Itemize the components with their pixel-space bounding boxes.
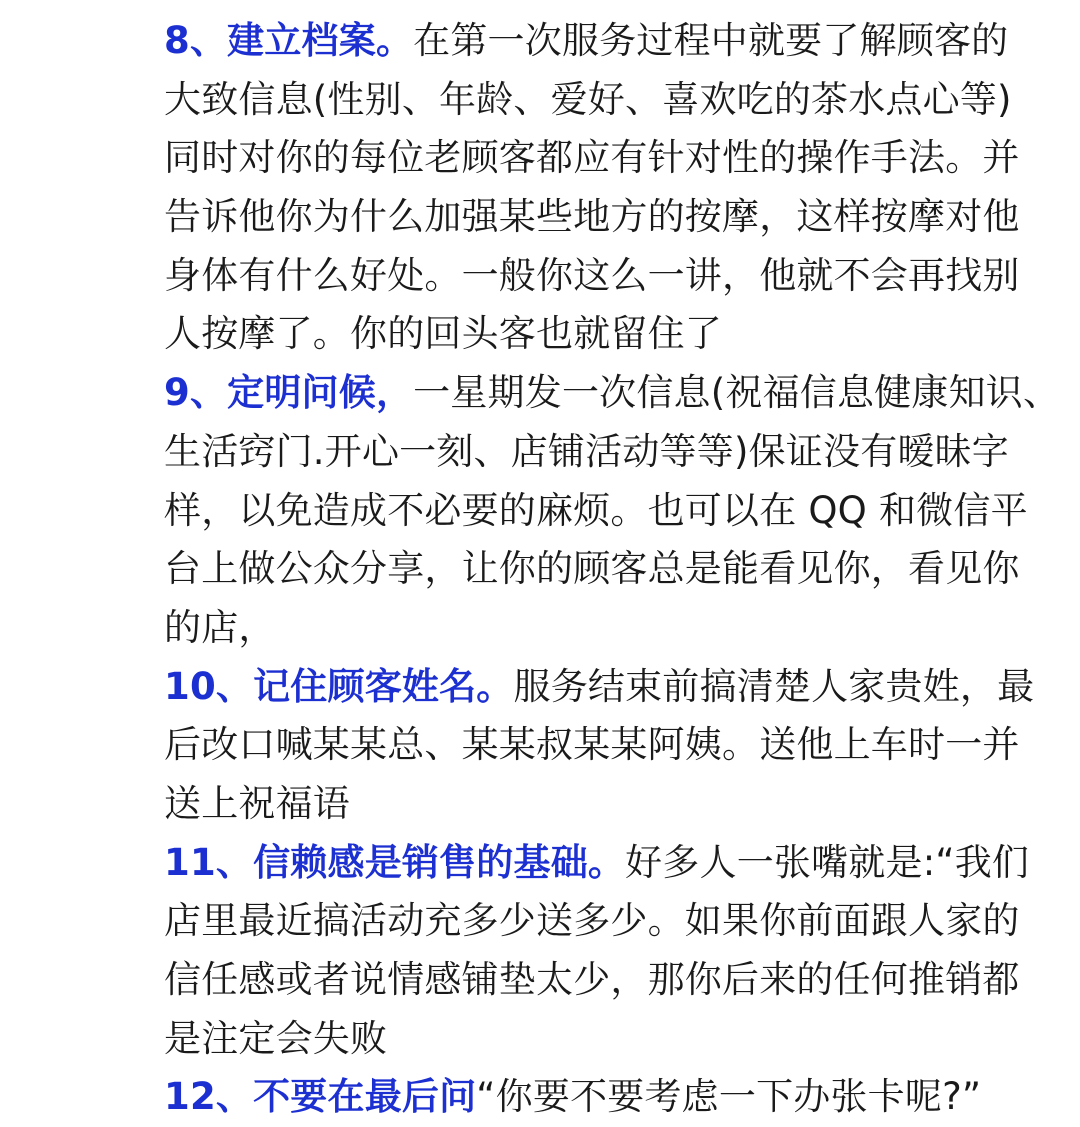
body-text: 店里最近搞活动充多少送多少。如果你前面跟人家的 — [164, 899, 1020, 943]
body-text: 服务结束前搞清楚人家贵姓，最 — [513, 664, 1035, 708]
text-line — [164, 12, 1009, 71]
body-text: 信任感或者说情感铺垫太少，那你后来的任何推销都 — [164, 958, 1020, 1001]
text-line — [164, 129, 1020, 188]
text-line — [164, 364, 1061, 423]
body-text: 是注定会失败 — [164, 1016, 388, 1060]
section-heading: 12、不要在最后问 — [164, 1075, 477, 1119]
text-line — [164, 71, 1012, 130]
text-line — [164, 1010, 924, 1069]
text-line — [164, 892, 1020, 951]
text-line — [164, 423, 1009, 482]
body-text: 告诉他你为什么加强某些地方的按摩，这样按摩对他 — [164, 195, 1020, 239]
body-text: 身体有什么好处。一般你这么一讲，他就不会再找别 — [164, 253, 1020, 297]
body-text: 在第一次服务过程中就要了解顾客的 — [413, 19, 1009, 62]
text-line — [164, 305, 924, 364]
document-body — [164, 12, 1061, 1127]
text-line — [164, 599, 924, 658]
body-text: 生活窍门.开心一刻、店铺活动等等)保证没有暧昧字 — [164, 429, 1009, 473]
body-text: 人按摩了。你的回头客也就留住了 — [164, 312, 722, 356]
text-line — [164, 951, 1020, 1010]
body-text: “你要不要考虑一下办张卡呢?” — [476, 1075, 982, 1119]
body-text: 大致信息(性别、年龄、爱好、喜欢吃的茶水点心等) — [164, 77, 1012, 121]
body-text: 台上做公众分享，让你的顾客总是能看见你，看见你 — [164, 547, 1020, 591]
text-line — [164, 716, 1020, 775]
body-text: 一星期发一次信息(祝福信息健康知识、 — [413, 371, 1061, 415]
body-text: 后改口喊某某总、某某叔某某阿姨。送他上车时一并 — [164, 723, 1020, 767]
section-heading: 9、定明问候， — [164, 371, 414, 415]
text-line — [164, 775, 924, 834]
body-text: 样，以免造成不必要的麻烦。也可以在 QQ 和微信平 — [164, 488, 1028, 532]
section-heading: 10、记住顾客姓名。 — [164, 664, 514, 708]
text-line — [164, 658, 1035, 717]
text-line — [164, 482, 1028, 541]
section-heading: 11、信赖感是销售的基础。 — [164, 840, 626, 884]
body-text: 送上祝福语 — [164, 781, 350, 825]
body-text: 的店， — [164, 605, 276, 649]
text-line — [164, 834, 1030, 893]
text-line — [164, 247, 1020, 306]
text-line — [164, 540, 1020, 599]
text-line — [164, 188, 1020, 247]
body-text: 好多人一张嘴就是:“我们 — [625, 840, 1030, 884]
body-text: 同时对你的每位老顾客都应有针对性的操作手法。并 — [164, 136, 1020, 180]
text-line — [164, 1068, 982, 1127]
section-heading: 8、建立档案。 — [164, 19, 414, 62]
